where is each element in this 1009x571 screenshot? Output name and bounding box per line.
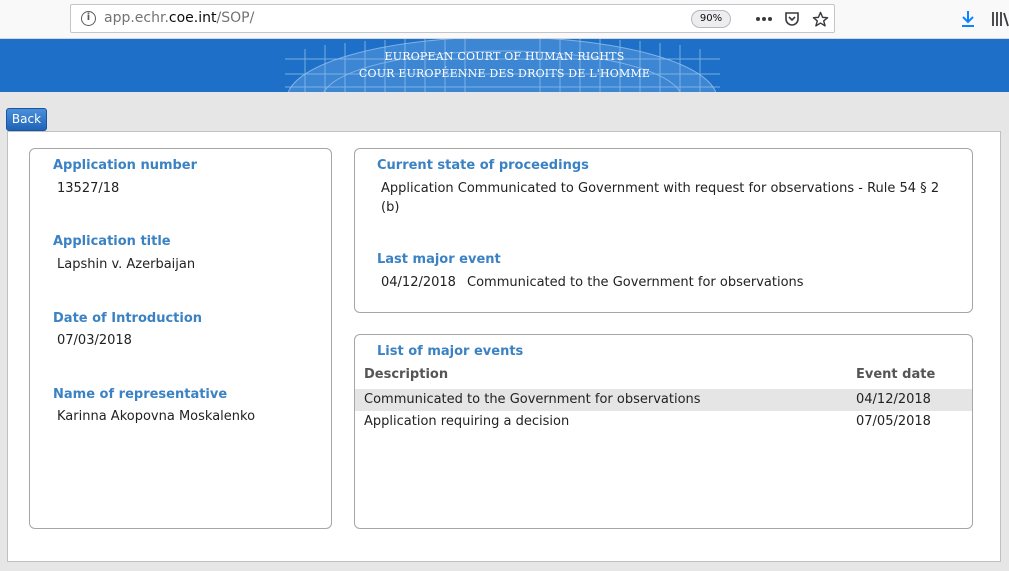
application-title-value: Lapshin v. Azerbaijan xyxy=(57,257,196,272)
banner-title-fr: COUR EUROPÉENNE DES DROITS DE L'HOMME xyxy=(358,67,651,80)
url-path: /SOP/ xyxy=(216,10,255,26)
bookmark-star-icon[interactable] xyxy=(809,8,831,30)
event-date: 04/12/2018 xyxy=(856,392,931,407)
application-number-value: 13527/18 xyxy=(57,181,120,196)
case-details-panel xyxy=(7,131,1001,562)
column-header-description[interactable]: Description xyxy=(364,367,449,382)
table-row[interactable] xyxy=(355,411,972,433)
browser-toolbar xyxy=(0,0,1009,39)
zoom-level-badge[interactable]: 90% xyxy=(691,10,731,28)
event-date: 07/05/2018 xyxy=(856,414,931,429)
representative-label: Name of representative xyxy=(53,387,228,402)
event-description: Communicated to the Government for observations xyxy=(364,392,701,407)
library-icon[interactable] xyxy=(989,8,1009,30)
proceedings-state-card xyxy=(354,148,973,313)
more-icon[interactable] xyxy=(753,8,775,30)
current-state-label: Current state of proceedings xyxy=(377,158,589,173)
application-title-label: Application title xyxy=(53,234,171,249)
major-events-title: List of major events xyxy=(377,344,524,359)
url-domain: coe.int xyxy=(168,10,217,26)
url-text[interactable] xyxy=(104,10,254,26)
column-header-event-date[interactable]: Event date xyxy=(856,367,936,382)
banner-title-en: EUROPEAN COURT OF HUMAN RIGHTS xyxy=(384,50,625,63)
event-description: Application requiring a decision xyxy=(364,414,570,429)
court-banner xyxy=(0,39,1009,92)
last-major-event-date: 04/12/2018 xyxy=(381,275,456,290)
representative-value: Karinna Akopovna Moskalenko xyxy=(57,409,256,424)
table-row[interactable] xyxy=(355,389,972,411)
last-major-event-description: Communicated to the Government for observations xyxy=(467,275,804,290)
info-icon[interactable]: i xyxy=(81,11,96,26)
court-building-image xyxy=(285,39,720,92)
application-info-card xyxy=(29,148,332,529)
pocket-icon[interactable] xyxy=(781,8,803,30)
date-of-introduction-label: Date of Introduction xyxy=(53,311,203,326)
major-events-card xyxy=(354,334,973,529)
current-state-value-line2: (b) xyxy=(381,200,400,215)
back-button[interactable]: Back xyxy=(6,108,47,131)
last-major-event-label: Last major event xyxy=(377,252,501,267)
url-prefix: app.echr. xyxy=(104,10,169,26)
date-of-introduction-value: 07/03/2018 xyxy=(57,333,132,348)
download-icon[interactable] xyxy=(957,8,979,30)
application-number-label: Application number xyxy=(53,158,198,173)
address-bar[interactable] xyxy=(70,4,835,33)
current-state-value-line1: Application Communicated to Government with request for observations - Rule 54 § 2 xyxy=(381,181,940,196)
